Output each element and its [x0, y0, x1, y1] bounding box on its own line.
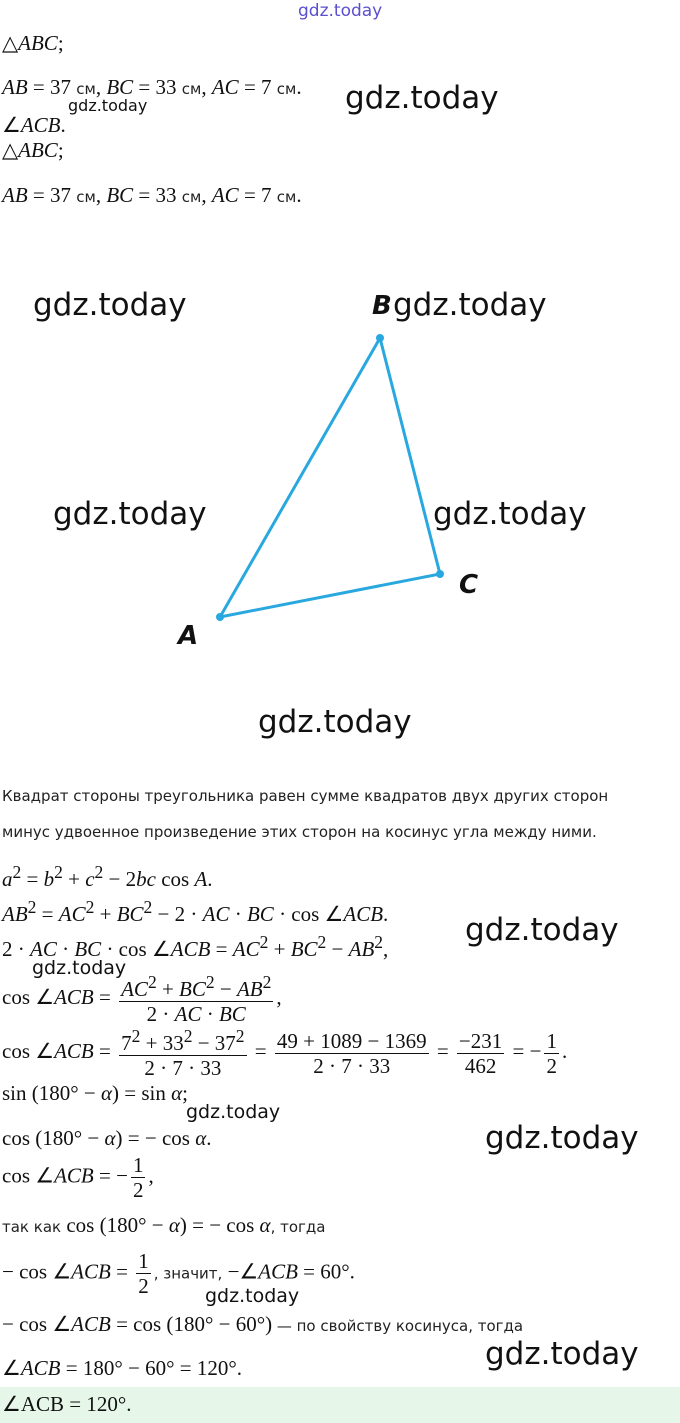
unit: см	[181, 80, 202, 98]
angle-calculation: ∠ACB = 180° − 60° = 120°.	[2, 1356, 242, 1380]
unit: см	[276, 188, 297, 206]
rule-line-1: Квадрат стороны треугольника равен сумме квадратов двух других сторон	[2, 787, 609, 805]
answer-bar	[0, 1387, 680, 1423]
triangle-name: ABC	[18, 31, 58, 55]
vertex-c-label: C	[459, 570, 479, 600]
cos-formula: cos ∠ACB = $\frac{AC^2 + BC^2 - AB^2}{2 \cdot AC \cdot BC}$ ,	[2, 972, 282, 1027]
watermark: gdz.today	[53, 496, 207, 532]
watermark: gdz.today	[485, 1120, 639, 1156]
given-triangle: △ABC;	[2, 138, 64, 162]
fraction-half: $\frac{1}{2}$	[132, 1153, 144, 1203]
fraction-half: $\frac{1}{2}$	[546, 1028, 557, 1078]
given-triangle: △ABC;	[2, 31, 64, 55]
sin-identity: sin (180° − α) = sin α;	[2, 1081, 188, 1105]
rule-line-2: минус удвоенное произведение этих сторон на косинус угла между ними.	[2, 823, 597, 841]
cos-fraction: $\frac{AC^2 + BC^2 - AB^2}{2 \cdot AC \cdot BC}$	[121, 972, 272, 1027]
watermark: gdz.today	[465, 912, 619, 948]
watermark: gdz.today	[205, 1285, 300, 1307]
vertex-b-dot	[376, 334, 384, 342]
fraction-half: $\frac{1}{2}$	[138, 1249, 149, 1299]
watermark: gdz.today	[345, 80, 499, 116]
fraction-simplified: $\frac{-231}{462}$	[458, 1028, 503, 1078]
watermark-top: gdz.today	[298, 1, 383, 21]
since-line: так как cos (180° − α) = − cos α, тогда	[2, 1213, 326, 1237]
triangle-figure	[0, 270, 680, 670]
watermark: gdz.today	[68, 96, 148, 115]
watermark: gdz.today	[258, 704, 412, 740]
find-angle: ∠ACB.	[2, 113, 66, 137]
rearranged-equation: 2 · AC · BC · cos ∠ACB = $AC^2 + BC^2 - AB^2$,	[2, 932, 389, 961]
side-ac-value: 7	[261, 75, 272, 99]
unit: см	[181, 188, 202, 206]
triangle-shape	[220, 338, 440, 617]
given-sides: AB = 37 см, BC = 33 см, AC = 7 см.	[2, 75, 302, 99]
cosine-law-general: $a^2 = b^2 + c^2 - 2bc$ cos A.	[2, 862, 213, 891]
side-ab-value: 37	[50, 75, 71, 99]
watermark: gdz.today	[433, 496, 587, 532]
fraction-values: $\frac{49 + 1089 - 1369}{2 \cdot 7 \cdot 33}$	[276, 1028, 427, 1078]
watermark: gdz.today	[393, 287, 547, 323]
unit: см	[76, 80, 96, 98]
unit: см	[76, 188, 96, 206]
side-ac-value: 7	[261, 183, 272, 207]
cos-calculation: cos ∠ACB = $\frac{7^2 + 33^2 - 37^2}{2 \cdot 7 \cdot 33}$ = $\frac{49 + 1089 - 1369}{2 \cdot 7 \cdot 33}$ = $\frac{-231}{462}$ = − $\frac{1}{2}$ .	[2, 1026, 568, 1081]
find-angle-name: ACB	[20, 113, 61, 137]
fraction-squares: $\frac{7^2 + 33^2 - 37^2}{2 \cdot 7 \cdot 33}$	[121, 1026, 245, 1081]
watermark: gdz.today	[485, 1336, 639, 1372]
vertex-b-label: B	[372, 291, 392, 321]
cos-result: cos ∠ACB = − $\frac{1}{2}$ ,	[2, 1153, 154, 1203]
vertex-a-label: A	[178, 621, 199, 651]
given-sides: AB = 37 см, BC = 33 см, AC = 7 см.	[2, 183, 302, 207]
vertex-a-dot	[216, 613, 224, 621]
unit: см	[276, 80, 297, 98]
watermark: gdz.today	[33, 287, 187, 323]
hence-line: − cos ∠ACB = $\frac{1}{2}$ , значит, −∠ACB = 60°.	[2, 1249, 355, 1299]
answer-text: ∠ACB = 120°.	[2, 1392, 132, 1416]
side-bc-value: 33	[155, 183, 177, 207]
cos-identity: cos (180° − α) = − cos α.	[2, 1126, 212, 1150]
property-line: − cos ∠ACB = cos (180° − 60°) — по свойству косинуса, тогда	[2, 1312, 524, 1336]
watermark: gdz.today	[32, 957, 127, 979]
side-bc-value: 33	[155, 75, 177, 99]
triangle-name: ABC	[18, 138, 58, 162]
watermark: gdz.today	[186, 1101, 281, 1123]
vertex-c-dot	[436, 570, 444, 578]
cosine-law-applied: $AB^2 = AC^2 + BC^2 - 2$ · AC · BC · cos ∠ACB.	[2, 897, 389, 926]
side-ab-value: 37	[50, 183, 71, 207]
